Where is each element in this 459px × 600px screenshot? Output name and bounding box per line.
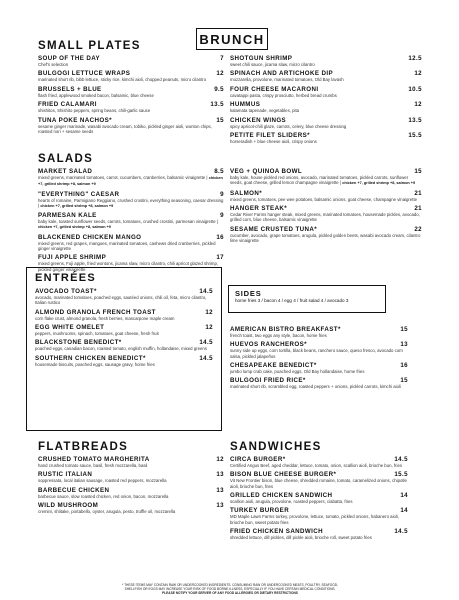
menu-item-header bbox=[230, 55, 422, 62]
menu-item bbox=[230, 377, 408, 389]
menu-item-header bbox=[38, 168, 224, 175]
menu-item-name: CIRCA BURGER* bbox=[230, 456, 286, 463]
menu-item-description-text: mixed greens, red grapes, mangoes, marinated tomatoes, cashews dried cranberries, pickled ginger vinaigrette bbox=[38, 240, 216, 251]
menu-item-price: 12 bbox=[205, 323, 213, 331]
menu-item-name: SPINACH AND ARTICHOKE DIP bbox=[230, 70, 334, 78]
menu-item-name: CHICKEN WINGS bbox=[230, 116, 287, 124]
menu-item-description-text: marinated short rib, scrambled egg, roasted peppers + onions, pickled carrots, kimchi aioli bbox=[230, 384, 401, 390]
menu-item-name: EGG WHITE OMELET bbox=[35, 323, 105, 331]
menu-item-description-text: Chef's selection bbox=[38, 62, 69, 67]
menu-item bbox=[38, 168, 224, 187]
menu-item-header bbox=[38, 117, 224, 124]
menu-item-price: 13.5 bbox=[408, 116, 422, 124]
menu-item-name: BULGOGI FRIED RICE* bbox=[230, 377, 306, 385]
menu-item-price: 16 bbox=[400, 361, 408, 369]
menu-item bbox=[230, 362, 408, 374]
sides-list: home fries 3 / bacon 4 / egg 4 / fruit salad 4 / avocado 3 bbox=[235, 298, 349, 303]
menu-item-description bbox=[35, 362, 213, 367]
menu-item-addons: chicken +7, grilled shrimp +8, salmon +9 bbox=[38, 225, 111, 230]
menu-item-price: 12 bbox=[216, 456, 224, 463]
menu-item-description-text: soppressata, local italian sausage, roasted red peppers, mozzarella bbox=[38, 478, 167, 484]
menu-item-description bbox=[230, 535, 408, 540]
menu-item-name: WILD MUSHROOM bbox=[38, 502, 99, 510]
menu-item bbox=[230, 190, 422, 202]
menu-item-description bbox=[38, 509, 224, 514]
menu-item-description-text: baby kale, house pickled red onions, avocado, marinated tomatoes, pickled carrots, sunflower seeds, goat cheese, grilled lemon champagne vinaigrette bbox=[230, 175, 409, 186]
entrees-right bbox=[230, 326, 408, 393]
menu-item-header bbox=[35, 339, 213, 346]
menu-item-price: 9 bbox=[220, 212, 224, 220]
menu-item-description-text: flash fried, applewood smoked bacon, balsamic, blue cheese bbox=[38, 92, 154, 98]
menu-item bbox=[38, 101, 224, 113]
small-plates-left bbox=[38, 40, 224, 137]
allergy-footer bbox=[80, 583, 380, 595]
menu-item-description bbox=[230, 233, 422, 243]
menu-item-header bbox=[38, 471, 224, 478]
menu-item-description bbox=[35, 331, 213, 336]
menu-item-name: TUNA POKE NACHOS* bbox=[38, 116, 112, 124]
menu-item-name: BLACKENED CHICKEN MANGO bbox=[38, 233, 142, 241]
menu-item-name: SALMON* bbox=[230, 189, 263, 197]
menu-item-description bbox=[35, 295, 213, 305]
menu-item-price: 12 bbox=[414, 70, 422, 78]
menu-item-name: CHESAPEAKE BENEDICT* bbox=[230, 361, 317, 369]
menu-item-name: SHOTGUN SHRIMP bbox=[230, 55, 293, 62]
menu-item-description-text: barbecue sauce, slow roasted chicken, red onion, bacon, mozzarella bbox=[38, 493, 169, 499]
menu-item-description bbox=[230, 197, 422, 202]
menu-item bbox=[35, 324, 213, 336]
menu-item-description-text: mixed greens, tomatoes, pee wee potatoes, balsamic onions, goat cheese, champagne vinaigrette bbox=[230, 196, 418, 202]
menu-item-description bbox=[230, 348, 408, 358]
menu-item-description bbox=[230, 499, 408, 504]
menu-item-description-text: sweet chili sauce, jicama slaw, micro cilantro bbox=[230, 62, 315, 67]
menu-item bbox=[35, 288, 213, 305]
menu-item-header bbox=[230, 190, 422, 197]
menu-item-name: FUJI APPLE SHRIMP bbox=[38, 254, 107, 262]
menu-item-description-text: scallion aioli, arugula, provolone, roasted peppers, ciabatta, fries bbox=[230, 498, 353, 504]
menu-item-header bbox=[230, 528, 408, 535]
menu-item-header bbox=[230, 101, 422, 108]
menu-item-tag-separator: | bbox=[38, 202, 41, 208]
menu-item-addons: chicken +7, grilled shrimp +8, salmon +9 bbox=[342, 181, 416, 186]
menu-item-price: 13.5 bbox=[210, 101, 224, 109]
menu-item-description-text: kalamata tapenade, vegetables, pita bbox=[230, 108, 300, 114]
menu-item-price: 9.5 bbox=[214, 85, 224, 93]
menu-item-price: 15 bbox=[400, 326, 408, 333]
menu-item-description bbox=[230, 62, 422, 67]
section-title-salads: SALADS bbox=[38, 153, 94, 165]
menu-item-name: HUMMUS bbox=[230, 101, 261, 109]
menu-item-header bbox=[38, 212, 224, 219]
menu-item bbox=[230, 507, 408, 524]
menu-item-description-text: sunny side up eggs, corn tortilla, black beans, ranchero sauce, queso fresco, avocado corn salsa, pickled jalapeños bbox=[230, 348, 403, 359]
menu-item-description bbox=[230, 93, 422, 98]
menu-item bbox=[38, 212, 224, 230]
menu-item bbox=[230, 341, 408, 358]
menu-item-price: 22 bbox=[414, 225, 422, 233]
menu-item-header bbox=[230, 362, 408, 369]
menu-item-name: PARMESAN KALE bbox=[38, 212, 97, 220]
section-title-flatbreads: FLATBREADS bbox=[38, 441, 129, 453]
entrees-box bbox=[26, 267, 222, 431]
menu-item-name: HUEVOS RANCHEROS* bbox=[230, 341, 307, 349]
menu-item bbox=[38, 487, 224, 499]
menu-item-header bbox=[230, 70, 422, 77]
menu-item-addons: chicken +7, grilled shrimp +8, salmon +9 bbox=[38, 176, 223, 187]
menu-item-header bbox=[230, 326, 408, 333]
menu-item bbox=[230, 117, 422, 129]
menu-item-name: BISON BLUE CHEESE BURGER* bbox=[230, 471, 337, 479]
menu-item bbox=[230, 205, 422, 222]
menu-item-tag-separator: | bbox=[338, 180, 343, 186]
menu-item-description bbox=[230, 514, 408, 524]
menu-item-header bbox=[35, 288, 213, 295]
salads-right bbox=[230, 168, 422, 246]
menu-item-description-text: shredded lettuce, dill pickles, dill pickle aioli, brioche roll, sweet potato fries bbox=[230, 534, 372, 540]
menu-item-price: 13 bbox=[216, 502, 224, 510]
menu-item-name: MARKET SALAD bbox=[38, 168, 93, 175]
menu-banner: BRUNCH bbox=[196, 28, 268, 50]
menu-item-description-text: shishitos, Shishito peppers, spring beans, chili-garlic sauce bbox=[38, 108, 151, 114]
flatbreads-col bbox=[38, 441, 224, 518]
menu-item-price: 15 bbox=[414, 168, 422, 175]
menu-item bbox=[230, 132, 422, 144]
section-title-entrees: ENTRÉES bbox=[35, 272, 97, 284]
sides-box bbox=[228, 285, 386, 313]
footer-line-3 bbox=[80, 591, 380, 595]
section-title-sandwiches: SANDWICHES bbox=[230, 441, 322, 453]
menu-item-description-text: Vit New Frontier bison, blue cheese, shredded romaine, tomato, caramelized onions, chipotle aioli, brioche bun, fries bbox=[230, 478, 407, 489]
menu-item bbox=[38, 86, 224, 98]
menu-item-description bbox=[230, 478, 408, 488]
menu-item-description bbox=[38, 463, 224, 468]
menu-item bbox=[230, 101, 422, 113]
menu-item-name: RUSTIC ITALIAN bbox=[38, 471, 93, 479]
menu-item-description-text: poached eggs, canadian bacon, roasted tomato, english muffin, hollandaise, mixed greens bbox=[35, 346, 207, 352]
menu-item-price: 13 bbox=[216, 471, 224, 479]
menu-item-description-text: horseradish + blue cheese aioli, crispy onions bbox=[230, 138, 317, 144]
menu-item-price: 14 bbox=[400, 507, 408, 515]
menu-item-description bbox=[38, 198, 224, 209]
menu-item bbox=[230, 55, 422, 67]
menu-item-header bbox=[38, 70, 224, 77]
menu-item-description bbox=[38, 124, 224, 134]
menu-item-name: BULGOGI LETTUCE WRAPS bbox=[38, 70, 131, 78]
menu-item-description-text: mixed greens, Fuji apple, fried wontons, jicama slaw, micro cilantro, chili apricot glazed shrimp, pickled ginger vinaigrette bbox=[38, 261, 219, 272]
menu-item-description bbox=[38, 219, 224, 230]
menu-item-description bbox=[230, 463, 408, 468]
menu-item-description-text: avocado, marinated tomatoes, poached eggs, sautéed onions, chili oil, feta, micro cilantro, Italian rustico bbox=[35, 295, 207, 306]
menu-item bbox=[230, 86, 422, 98]
menu-item-description bbox=[230, 333, 408, 338]
footer-line-1: * THESE ITEMS MAY CONTAIN RAW OR UNDERCOOKED INGREDIENTS. CONSUMING RAW OR UNDERCOOKED MEATS, POULTRY, SEAFOOD, bbox=[122, 583, 338, 587]
menu-item-price: 12 bbox=[414, 101, 422, 109]
menu-item-header bbox=[230, 117, 422, 124]
menu-item-header bbox=[35, 324, 213, 331]
menu-item-description-text: hand crushed tomato sauce, basil, fresh mozzarella, basil bbox=[38, 463, 148, 468]
menu-item bbox=[38, 471, 224, 483]
menu-item-price: 12 bbox=[216, 70, 224, 78]
menu-item-description bbox=[35, 346, 213, 351]
menu-item-header bbox=[230, 341, 408, 348]
menu-item-description-text: peppers, mushrooms, spinach, tomatoes, goat cheese, fresh fruit bbox=[35, 330, 159, 336]
menu-item-name: CRUSHED TOMATO MARGHERITA bbox=[38, 456, 150, 463]
menu-item-price: 8.5 bbox=[214, 168, 224, 175]
menu-item bbox=[38, 456, 224, 468]
menu-item bbox=[230, 70, 422, 82]
menu-item-price: 12.5 bbox=[408, 55, 422, 62]
menu-item-description bbox=[230, 77, 422, 82]
menu-item-price: 15.5 bbox=[394, 471, 408, 479]
menu-item-header bbox=[38, 191, 224, 198]
menu-item-description-text: housemade biscuits, poached eggs, sausage gravy, home fries bbox=[35, 361, 155, 367]
salads-left bbox=[38, 153, 224, 275]
menu-item-header bbox=[230, 471, 408, 478]
menu-item-price: 14.5 bbox=[394, 456, 408, 463]
menu-item-price: 14.5 bbox=[394, 527, 408, 535]
menu-item-description-text: cremini, shiitake, portabello, oyster, arugula, pesto, truffle oil, mozzarella bbox=[38, 509, 176, 515]
menu-item-price: 15 bbox=[216, 116, 224, 124]
menu-item-header bbox=[230, 507, 408, 514]
menu-item-price: 21 bbox=[414, 204, 422, 212]
menu-item-header bbox=[230, 492, 408, 499]
menu-item-description-text: cavatappi pasta, crispy prosciutto, herbed bread crumbs bbox=[230, 92, 337, 98]
menu-item-price: 10.5 bbox=[408, 85, 422, 93]
menu-item-description-text: corn flake crust, almond granola, fresh berries, mascarpone maple cream bbox=[35, 315, 175, 321]
menu-item-description-text: baby kale, toasted sunflower seeds, carrots, tomatoes, crushed crostini, parmesan vinaigrette bbox=[38, 219, 216, 225]
menu-item-price: 13 bbox=[216, 486, 224, 494]
menu-item-description-text: mixed greens, marinated tomatoes, carrot, cucumbers, cranberries, balsamic vinaigrette bbox=[38, 175, 206, 180]
menu-item-description bbox=[38, 241, 224, 251]
menu-item-price: 14 bbox=[400, 491, 408, 499]
menu-item-description-text: mozzarella, provolone, marinated tomatoes, Old Bay lavash bbox=[230, 77, 344, 83]
menu-item-description bbox=[230, 369, 408, 374]
menu-item bbox=[230, 528, 408, 540]
menu-item-description bbox=[38, 62, 224, 67]
menu-item-description-text: jumbo lump crab cake, poached eggs, Old Bay hollandaise, home fries bbox=[230, 368, 365, 374]
menu-item-description bbox=[230, 108, 422, 113]
menu-item-header bbox=[38, 254, 224, 261]
menu-item-name: HANGER STEAK* bbox=[230, 204, 288, 212]
menu-item-addons: chicken +7, grilled shrimp +8, salmon +9 bbox=[40, 203, 114, 208]
menu-item bbox=[230, 326, 408, 338]
menu-item-name: PETITE FILET SLIDERS* bbox=[230, 131, 310, 139]
section-title-sides: SIDES bbox=[235, 289, 262, 298]
menu-item-header bbox=[35, 355, 213, 362]
sandwiches-col bbox=[230, 441, 408, 543]
menu-item-header bbox=[230, 132, 422, 139]
menu-item-description bbox=[35, 316, 213, 321]
menu-item-header bbox=[38, 55, 224, 62]
menu-item bbox=[230, 456, 408, 468]
menu-item bbox=[35, 355, 213, 367]
menu-item-name: BRUSSELS + BLUE bbox=[38, 85, 102, 93]
menu-item bbox=[38, 234, 224, 251]
menu-item-name: BLACKSTONE BENEDICT* bbox=[35, 339, 122, 347]
menu-item-description-text: MD Maple Lawn Farms turkey, provolone, lettuce, tomato, pickled onions, habanero aioli, brioche bun, sweet potato fries bbox=[230, 514, 400, 525]
menu-item-description bbox=[38, 494, 224, 499]
menu-item-name: TURKEY BURGER bbox=[230, 507, 290, 515]
menu-item-header bbox=[38, 86, 224, 93]
menu-item-description bbox=[38, 175, 224, 187]
menu-item-price: 13 bbox=[400, 341, 408, 349]
menu-item-description-text: hearts of romaine, Parmigiano Reggiano, crushed crostini, everything seasoning, caesar dressing bbox=[38, 197, 224, 203]
menu-item-price: 14.5 bbox=[199, 354, 213, 362]
footer-line-2: SHELLFISH OR EGGS MAY INCREASE YOUR RISK OF FOOD BORNE ILLNESS, ESPECIALLY IF YOU HAVE CERTAIN MEDICAL CONDITIONS. bbox=[124, 587, 336, 591]
menu-item bbox=[230, 492, 408, 504]
menu-item-header bbox=[38, 502, 224, 509]
menu-item bbox=[35, 339, 213, 351]
menu-item-description-text: sesame ginger marinade, wasabi avocado cream, tobiko, pickled ginger aioli, wonton chips, roasted nori + sesame seeds bbox=[38, 123, 212, 134]
menu-item-header bbox=[230, 86, 422, 93]
menu-item-description bbox=[38, 77, 224, 82]
menu-item-name: BARBECUE CHICKEN bbox=[38, 486, 110, 494]
menu-item-name: ALMOND GRANOLA FRENCH TOAST bbox=[35, 308, 156, 316]
footer-line-3-text: PLEASE NOTIFY YOUR SERVER OF ANY FOOD ALLERGIES OR DIETARY RESTRICTIONS bbox=[162, 591, 298, 595]
menu-item-price: 9 bbox=[220, 190, 224, 198]
menu-item-price: 12 bbox=[205, 308, 213, 316]
menu-item bbox=[38, 70, 224, 82]
menu-item-description-text: marinated short rib, bibb lettuce, sticky rice, kimchi aioli, chopped peanuts, micro cilantro bbox=[38, 77, 207, 83]
small-plates-right bbox=[230, 55, 422, 147]
menu-item-name: FRIED CALAMARI bbox=[38, 101, 97, 109]
menu-item-price: 14.5 bbox=[199, 339, 213, 347]
menu-item-name: SOUTHERN CHICKEN BENEDICT* bbox=[35, 354, 146, 362]
menu-item-description bbox=[230, 139, 422, 144]
menu-item-price: 21 bbox=[414, 189, 422, 197]
menu-item-header bbox=[38, 101, 224, 108]
menu-item bbox=[35, 309, 213, 321]
menu-item bbox=[38, 55, 224, 67]
menu-item bbox=[230, 168, 422, 186]
menu-item-description-text: spicy apricot-chili glaze, carrots, celery, blue cheese dressing bbox=[230, 123, 347, 129]
menu-item-description bbox=[38, 478, 224, 483]
menu-item-header bbox=[38, 234, 224, 241]
menu-item-header bbox=[230, 205, 422, 212]
menu-item-description bbox=[230, 212, 422, 222]
menu-item bbox=[230, 226, 422, 243]
menu-item bbox=[38, 502, 224, 514]
menu-item-name: AMERICAN BISTRO BREAKFAST* bbox=[230, 326, 341, 333]
menu-item-description bbox=[230, 384, 408, 389]
menu-item-name: FRIED CHICKEN SANDWICH bbox=[230, 527, 324, 535]
menu-item-name: AVOCADO TOAST* bbox=[35, 288, 97, 295]
menu-item-description-text: french toast, two eggs any style, bacon, home fries bbox=[230, 333, 327, 338]
menu-item-header bbox=[35, 309, 213, 316]
menu-item-description bbox=[38, 93, 224, 98]
menu-item-header bbox=[38, 456, 224, 463]
menu-item-name: SOUP OF THE DAY bbox=[38, 55, 101, 62]
menu-item bbox=[38, 117, 224, 134]
menu-item bbox=[230, 471, 408, 488]
menu-item-description-text: Certified Angus Beef, aged cheddar, lettuce, tomato, onion, scallion aioli, brioche bun, fries bbox=[230, 463, 402, 468]
menu-item-tag-separator: | bbox=[205, 175, 209, 180]
menu-item-header bbox=[38, 487, 224, 494]
menu-item-name: VEG + QUINOA BOWL bbox=[230, 168, 303, 175]
menu-item-name: SESAME CRUSTED TUNA* bbox=[230, 225, 318, 233]
menu-item-price: 15 bbox=[400, 377, 408, 385]
menu-item-description bbox=[230, 175, 422, 186]
menu-item-name: GRILLED CHICKEN SANDWICH bbox=[230, 491, 333, 499]
menu-item-tag-separator: | bbox=[215, 219, 219, 225]
menu-item-price: 15.5 bbox=[408, 131, 422, 139]
menu-item-header bbox=[230, 226, 422, 233]
menu-item-name: FOUR CHEESE MACARONI bbox=[230, 85, 319, 93]
menu-item bbox=[38, 191, 224, 209]
menu-item-header bbox=[230, 168, 422, 175]
menu-item-description bbox=[38, 108, 224, 113]
menu-item-price: 17 bbox=[216, 254, 224, 262]
section-title-small-plates: SMALL PLATES bbox=[38, 40, 141, 52]
menu-item-description bbox=[230, 124, 422, 129]
menu-item-header bbox=[230, 456, 408, 463]
menu-item-name: "EVERYTHING" CAESAR bbox=[38, 190, 120, 198]
menu-item-price: 14.5 bbox=[199, 288, 213, 295]
menu-item-description-text: Cedar River Farms hanger steak, mixed greens, marinated tomatoes, housemade pickles, avocado, grilled corn, blue cheese, balsamic vinaigrette bbox=[230, 211, 420, 223]
menu-item-price: 7 bbox=[220, 55, 224, 62]
menu-item-header bbox=[230, 377, 408, 384]
menu-item-description-text: cucumber, avocado, grape tomatoes, arugula, pickled golden beets, wasabi avocado cream, cilantro lime vinaigrette bbox=[230, 232, 421, 243]
menu-item-price: 16 bbox=[216, 233, 224, 241]
